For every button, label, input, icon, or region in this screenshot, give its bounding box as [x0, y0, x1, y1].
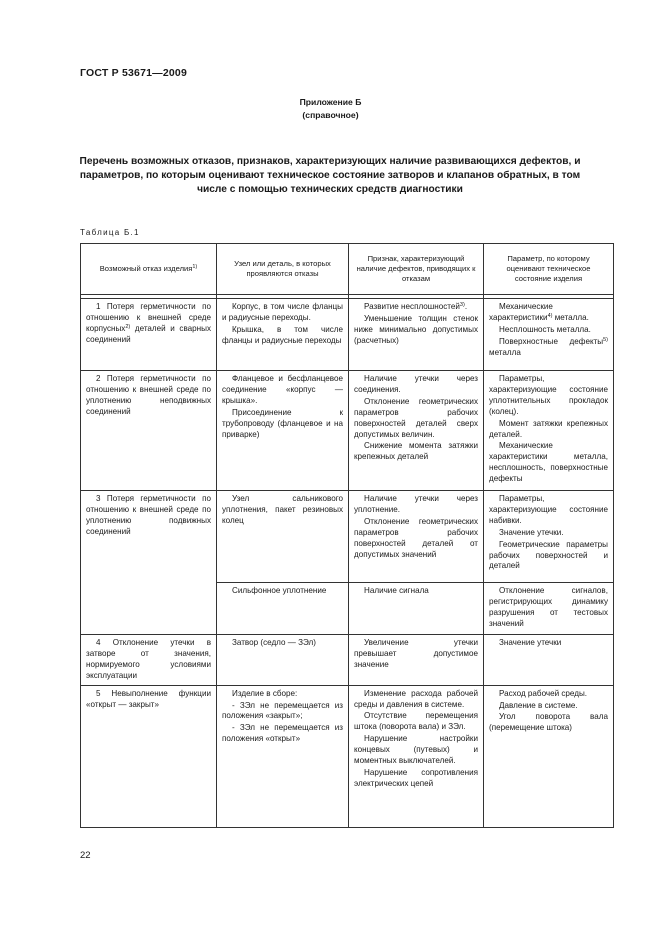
table-label: Таблица Б.1 — [80, 228, 140, 237]
row5-parameter: Расход рабочей среды. Давление в системе. Угол поворота вала (перемещение штока) — [484, 685, 614, 827]
column-header-failure: Возможный отказ изделия$^{1)}$ — [81, 244, 217, 295]
row3-sub-sign: Наличие сигнала — [349, 583, 484, 635]
row2-unit: Фланцевое и бесфланцевое соединение «корпус — крышка». Присоединение к трубопроводу (фланцевое и на приварке) — [217, 371, 349, 491]
row5-unit: Изделие в сборе: - ЗЭл не перемещается из положения «закрыт»; - ЗЭл не перемещается из положения «открыт» — [217, 685, 349, 827]
row2-parameter: Параметры, характеризующие состояние уплотнительных прокладок (колец). Момент затяжки крепежных деталей. Механические характеристики металла, несплошность, поверхностные дефекты — [484, 371, 614, 491]
row3-failure: 3 Потеря герметичности по отношению к внешней среде по уплотнению подвижных соединений — [81, 491, 217, 635]
table-row — [81, 299, 614, 371]
table-row — [81, 635, 614, 686]
appendix-title: Приложение Б — [299, 97, 362, 107]
row1-parameter: Механические характеристики$^{4)}$ металла. Несплошность металла. Поверхностные дефекты$^{5)}$ металла — [484, 299, 614, 371]
row3-sub-parameter: Отклонение сигналов, регистрирующих динамику разрушения от тестовых значений — [484, 583, 614, 635]
failures-table — [80, 243, 614, 828]
row1-unit: Корпус, в том числе фланцы и радиусные переходы. Крышка, в том числе фланцы и радиусные переходы — [217, 299, 349, 371]
table-header-row — [81, 244, 614, 295]
column-header-unit: Узел или деталь, в которых проявляются отказы — [217, 244, 349, 295]
appendix-subtitle: (справочное) — [302, 110, 359, 120]
row4-unit: Затвор (седло — ЗЭл) — [217, 635, 349, 686]
table-row — [81, 685, 614, 827]
page-number: 22 — [80, 850, 91, 861]
row3-unit: Узел сальникового уплотнения, пакет резиновых колец — [217, 491, 349, 583]
row4-parameter: Значение утечки — [484, 635, 614, 686]
row4-failure: 4 Отклонение утечки в затворе от значения, нормируемого условиями эксплуатации — [81, 635, 217, 686]
row5-failure: 5 Невыполнение функции «открыт — закрыт» — [81, 685, 217, 827]
section-title: Перечень возможных отказов, признаков, характеризующих наличие развивающихся дефектов, и параметров, по которым оценивают техническое состояние затворов и клапанов обратных, в том числе с помощью технических средств диагностики — [79, 156, 581, 195]
table-row — [81, 371, 614, 491]
column-header-sign: Признак, характеризующий наличие дефектов, приводящих к отказам — [349, 244, 484, 295]
row2-sign: Наличие утечки через соединения. Отклонение геометрических параметров рабочих поверхностей деталей сверх допустимых величин. Снижение момента затяжки крепежных деталей — [349, 371, 484, 491]
row3-sign: Наличие утечки через уплотнение. Отклонение геометрических параметров рабочих поверхностей деталей от допустимых значений — [349, 491, 484, 583]
row3-sub-unit: Сильфонное уплотнение — [217, 583, 349, 635]
row4-sign: Увеличение утечки превышает допустимое значение — [349, 635, 484, 686]
row2-failure: 2 Потеря герметичности по отношению к внешней среде по уплотнению неподвижных соединений — [81, 371, 217, 491]
row1-failure: 1 Потеря герметичности по отношению к внешней среде корпусных$^{2)}$ деталей и сварных соединений — [81, 299, 217, 371]
document-code: ГОСТ Р 53671—2009 — [80, 67, 188, 79]
column-header-parameter: Параметр, по которому оценивают техническое состояние изделия — [484, 244, 614, 295]
table-row — [81, 491, 614, 583]
row1-sign: Развитие несплошностей$^{3)}$. Уменьшение толщин стенок ниже минимально допустимых (расчетных) — [349, 299, 484, 371]
row5-sign: Изменение расхода рабочей среды и давления в системе. Отсутствие перемещения штока (поворота вала) и ЗЭл. Нарушение настройки концевых (путевых) и моментных выключателей. Нарушение сопротивления электрических цепей — [349, 685, 484, 827]
row3-parameter: Параметры, характеризующие состояние набивки. Значение утечки. Геометрические параметры рабочих поверхностей и деталей — [484, 491, 614, 583]
